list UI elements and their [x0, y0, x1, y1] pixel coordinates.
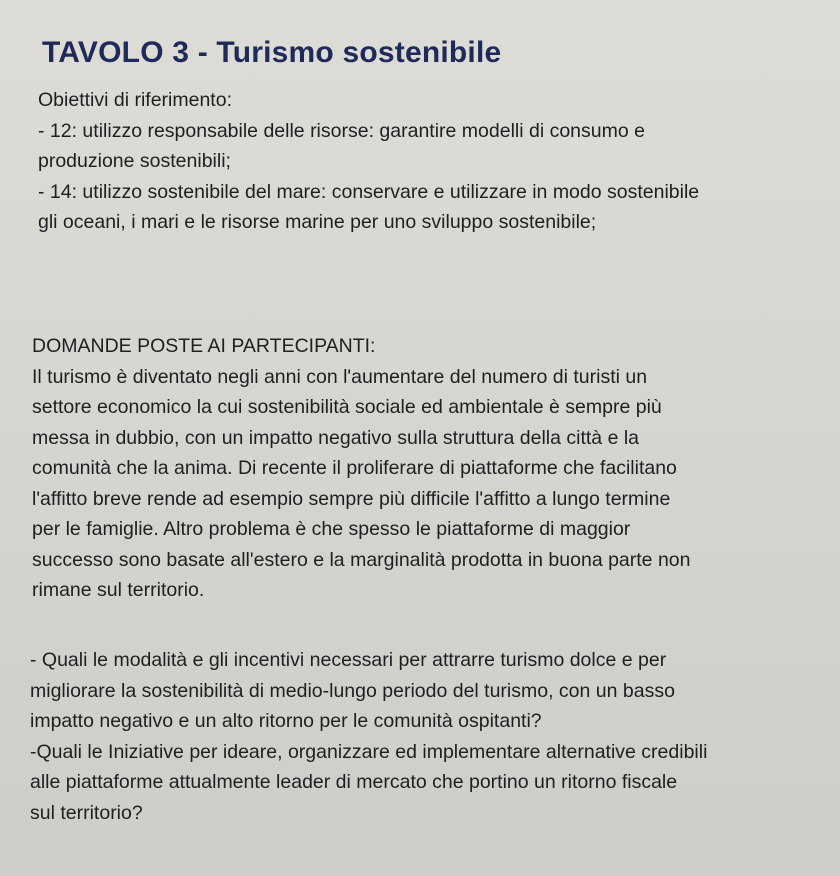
- intro-line: l'affitto breve rende ad esempio sempre più difficile l'affitto a lungo termine: [32, 487, 671, 510]
- question-line: sul territorio?: [30, 801, 143, 824]
- question-line: -Quali le Iniziative per ideare, organizzare ed implementare alternative credibili: [30, 740, 708, 763]
- intro-line: Il turismo è diventato negli anni con l'aumentare del numero di turisti un: [32, 365, 648, 388]
- objective-line: produzione sostenibili;: [38, 150, 231, 172]
- question-line: - Quali le modalità e gli incentivi necessari per attrarre turismo dolce e per: [30, 649, 667, 671]
- intro-line: rimane sul territorio.: [32, 579, 205, 601]
- page-title: TAVOLO 3 - Turismo sostenibile: [42, 36, 502, 69]
- intro-line: settore economico la cui sostenibilità sociale ed ambientale è sempre più: [32, 396, 662, 418]
- questions-heading: DOMANDE POSTE AI PARTECIPANTI:: [32, 335, 376, 357]
- intro-line: comunità che la anima. Di recente il proliferare di piattaforme che facilitano: [32, 457, 677, 479]
- intro-line: messa in dubbio, con un impatto negativo sulla struttura della città e la: [32, 426, 640, 449]
- question-line: alle piattaforme attualmente leader di mercato che portino un ritorno fiscale: [30, 771, 678, 793]
- objective-line: gli oceani, i mari e le risorse marine per uno sviluppo sostenibile;: [38, 211, 597, 233]
- question-line: impatto negativo e un alto ritorno per le comunità ospitanti?: [30, 710, 542, 732]
- questions-section: [30, 645, 830, 828]
- question-line: migliorare la sostenibilità di medio-lungo periodo del turismo, con un basso: [30, 679, 675, 702]
- objective-line: - 14: utilizzo sostenibile del mare: conservare e utilizzare in modo sostenibile: [38, 180, 700, 203]
- intro-line: successo sono basate all'estero e la marginalità prodotta in buona parte non: [32, 548, 691, 571]
- objectives-heading: Obiettivi di riferimento:: [38, 89, 232, 111]
- intro-line: per le famiglie. Altro problema è che spesso le piattaforme di maggior: [32, 518, 631, 540]
- questions-intro-section: [32, 331, 832, 606]
- objective-line: - 12: utilizzo responsabile delle risorse: garantire modelli di consumo e: [38, 119, 645, 142]
- objectives-section: [38, 85, 828, 238]
